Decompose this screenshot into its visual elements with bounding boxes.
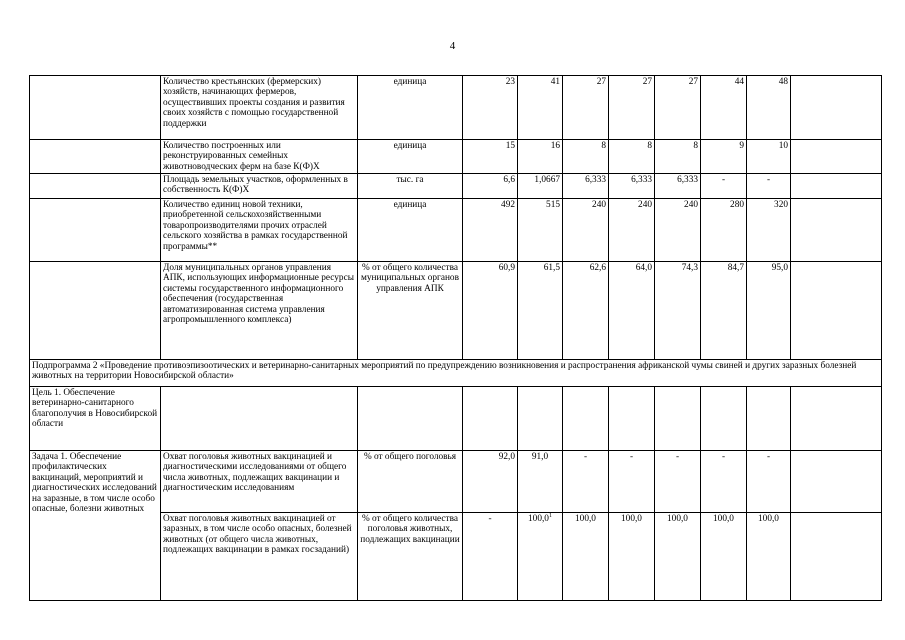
table-row [30, 387, 882, 451]
indicator-cell: Количество крестьянских (фермерских) хозяйств, начинающих фермеров, осуществивших проекты создания и развития своих хозяйств с помощью государственной поддержки [161, 76, 358, 140]
table-row [30, 451, 882, 513]
value-cell: 240 [563, 199, 609, 262]
value-cell: 95,0 [747, 262, 791, 360]
value-cell: 61,5 [518, 262, 563, 360]
value-cell: 48 [747, 76, 791, 140]
value-cell-empty [609, 387, 655, 451]
indicators-table [29, 75, 882, 601]
value-cell: 41 [518, 76, 563, 140]
goal-cell-empty [30, 174, 161, 199]
value-cell: 74,3 [655, 262, 701, 360]
unit-cell: % от общего поголовья [358, 451, 463, 513]
table-row [30, 262, 882, 360]
value-cell: 16 [518, 140, 563, 174]
value-cell: 23 [463, 76, 518, 140]
value-cell: 100,0 [701, 513, 747, 601]
value-cell: - [463, 513, 518, 601]
value-cell: 27 [563, 76, 609, 140]
value-cell: 6,6 [463, 174, 518, 199]
value-cell: - [655, 451, 701, 513]
note-cell-empty [791, 513, 882, 601]
indicator-cell: Доля муниципальных органов управления АПК, использующих информационные ресурсы системы государственного информационного обеспечения (государственная автоматизированная система управления агропромышленного комплекса) [161, 262, 358, 360]
value-cell: 280 [701, 199, 747, 262]
value-cell: 240 [609, 199, 655, 262]
note-cell-empty [791, 76, 882, 140]
value-cell: 62,6 [563, 262, 609, 360]
unit-cell: тыс. га [358, 174, 463, 199]
indicator-cell: Количество единиц новой техники, приобретенной сельскохозяйственными товаропроизводителями прочих отраслей сельского хозяйства в рамках государственной программы** [161, 199, 358, 262]
value-cell: 240 [655, 199, 701, 262]
value-cell: 6,333 [609, 174, 655, 199]
goal-cell-empty [30, 140, 161, 174]
value-cell: 515 [518, 199, 563, 262]
value-cell-empty [563, 387, 609, 451]
value-cell: 27 [609, 76, 655, 140]
unit-cell-empty [358, 387, 463, 451]
value-cell: 6,333 [563, 174, 609, 199]
value-cell: - [609, 451, 655, 513]
value-cell: - [747, 174, 791, 199]
value-cell: 44 [701, 76, 747, 140]
value-cell: - [563, 451, 609, 513]
value-cell-empty [747, 387, 791, 451]
value-cell: - [701, 451, 747, 513]
value-cell: 100,0 [747, 513, 791, 601]
table-row [30, 174, 882, 199]
table-row [30, 140, 882, 174]
indicator-cell-empty [161, 387, 358, 451]
unit-cell: единица [358, 199, 463, 262]
value-cell: - [701, 174, 747, 199]
indicator-cell: Площадь земельных участков, оформленных в собственность К(Ф)Х [161, 174, 358, 199]
footnote-mark: 1 [548, 512, 552, 519]
value-cell: 100,0 [609, 513, 655, 601]
value-cell: 10 [747, 140, 791, 174]
unit-cell: % от общего количества поголовья животных, подлежащих вакцинации [358, 513, 463, 601]
note-cell-empty [791, 199, 882, 262]
value-cell: 92,0 [463, 451, 518, 513]
note-cell-empty [791, 140, 882, 174]
goal-cell-empty [30, 262, 161, 360]
note-cell-empty [791, 387, 882, 451]
value-cell: 15 [463, 140, 518, 174]
unit-cell: единица [358, 140, 463, 174]
goal-cell-empty [30, 76, 161, 140]
value-cell: 8 [563, 140, 609, 174]
note-cell-empty [791, 451, 882, 513]
note-cell-empty [791, 174, 882, 199]
value-cell: - [747, 451, 791, 513]
value-cell: 320 [747, 199, 791, 262]
value-cell-empty [701, 387, 747, 451]
unit-cell: единица [358, 76, 463, 140]
indicator-cell: Охват поголовья животных вакцинацией и диагностическими исследованиями от общего числа животных, подлежащих вакцинации и диагностическим исследованиям [161, 451, 358, 513]
value-cell: 6,333 [655, 174, 701, 199]
value-cell: 100,0 [563, 513, 609, 601]
indicator-cell: Охват поголовья животных вакцинацией от заразных, в том числе особо опасных, болезней животных (от общего числа животных, подлежащих вакцинации в рамках госзаданий) [161, 513, 358, 601]
table-row [30, 360, 882, 387]
value-cell [518, 513, 563, 601]
value-cell: 9 [701, 140, 747, 174]
table-row [30, 199, 882, 262]
value-cell: 1,0667 [518, 174, 563, 199]
task-cell: Задача 1. Обеспечение профилактических вакцинаций, мероприятий и диагностических исследований на заразные, в том числе особо опасные, болезни животных [30, 451, 161, 601]
page-number: 4 [449, 40, 456, 52]
subprogram-heading: Подпрограмма 2 «Проведение противоэпизоотических и ветеринарно-санитарных мероприятий по предупреждению возникновения и распространения африканской чумы свиней и других заразных болезней животных на территории Новосибирской области» [30, 360, 882, 387]
unit-cell: % от общего количества муниципальных органов управления АПК [358, 262, 463, 360]
indicator-cell: Количество построенных или реконструированных семейных животноводческих ферм на базе К(Ф)Х [161, 140, 358, 174]
value-cell: 64,0 [609, 262, 655, 360]
table-row [30, 76, 882, 140]
value-cell: 84,7 [701, 262, 747, 360]
note-cell-empty [791, 262, 882, 360]
value-cell: 492 [463, 199, 518, 262]
value-cell: 91,0 [518, 451, 563, 513]
value-cell: 60,9 [463, 262, 518, 360]
goal-cell: Цель 1. Обеспечение ветеринарно-санитарного благополучия в Новосибирской области [30, 387, 161, 451]
value-cell-empty [655, 387, 701, 451]
value-cell: 8 [655, 140, 701, 174]
value-cell-empty [518, 387, 563, 451]
value-cell: 27 [655, 76, 701, 140]
value-cell-empty [463, 387, 518, 451]
value-text: 100,0 [528, 514, 549, 524]
value-cell: 100,0 [655, 513, 701, 601]
goal-cell-empty [30, 199, 161, 262]
value-cell: 8 [609, 140, 655, 174]
